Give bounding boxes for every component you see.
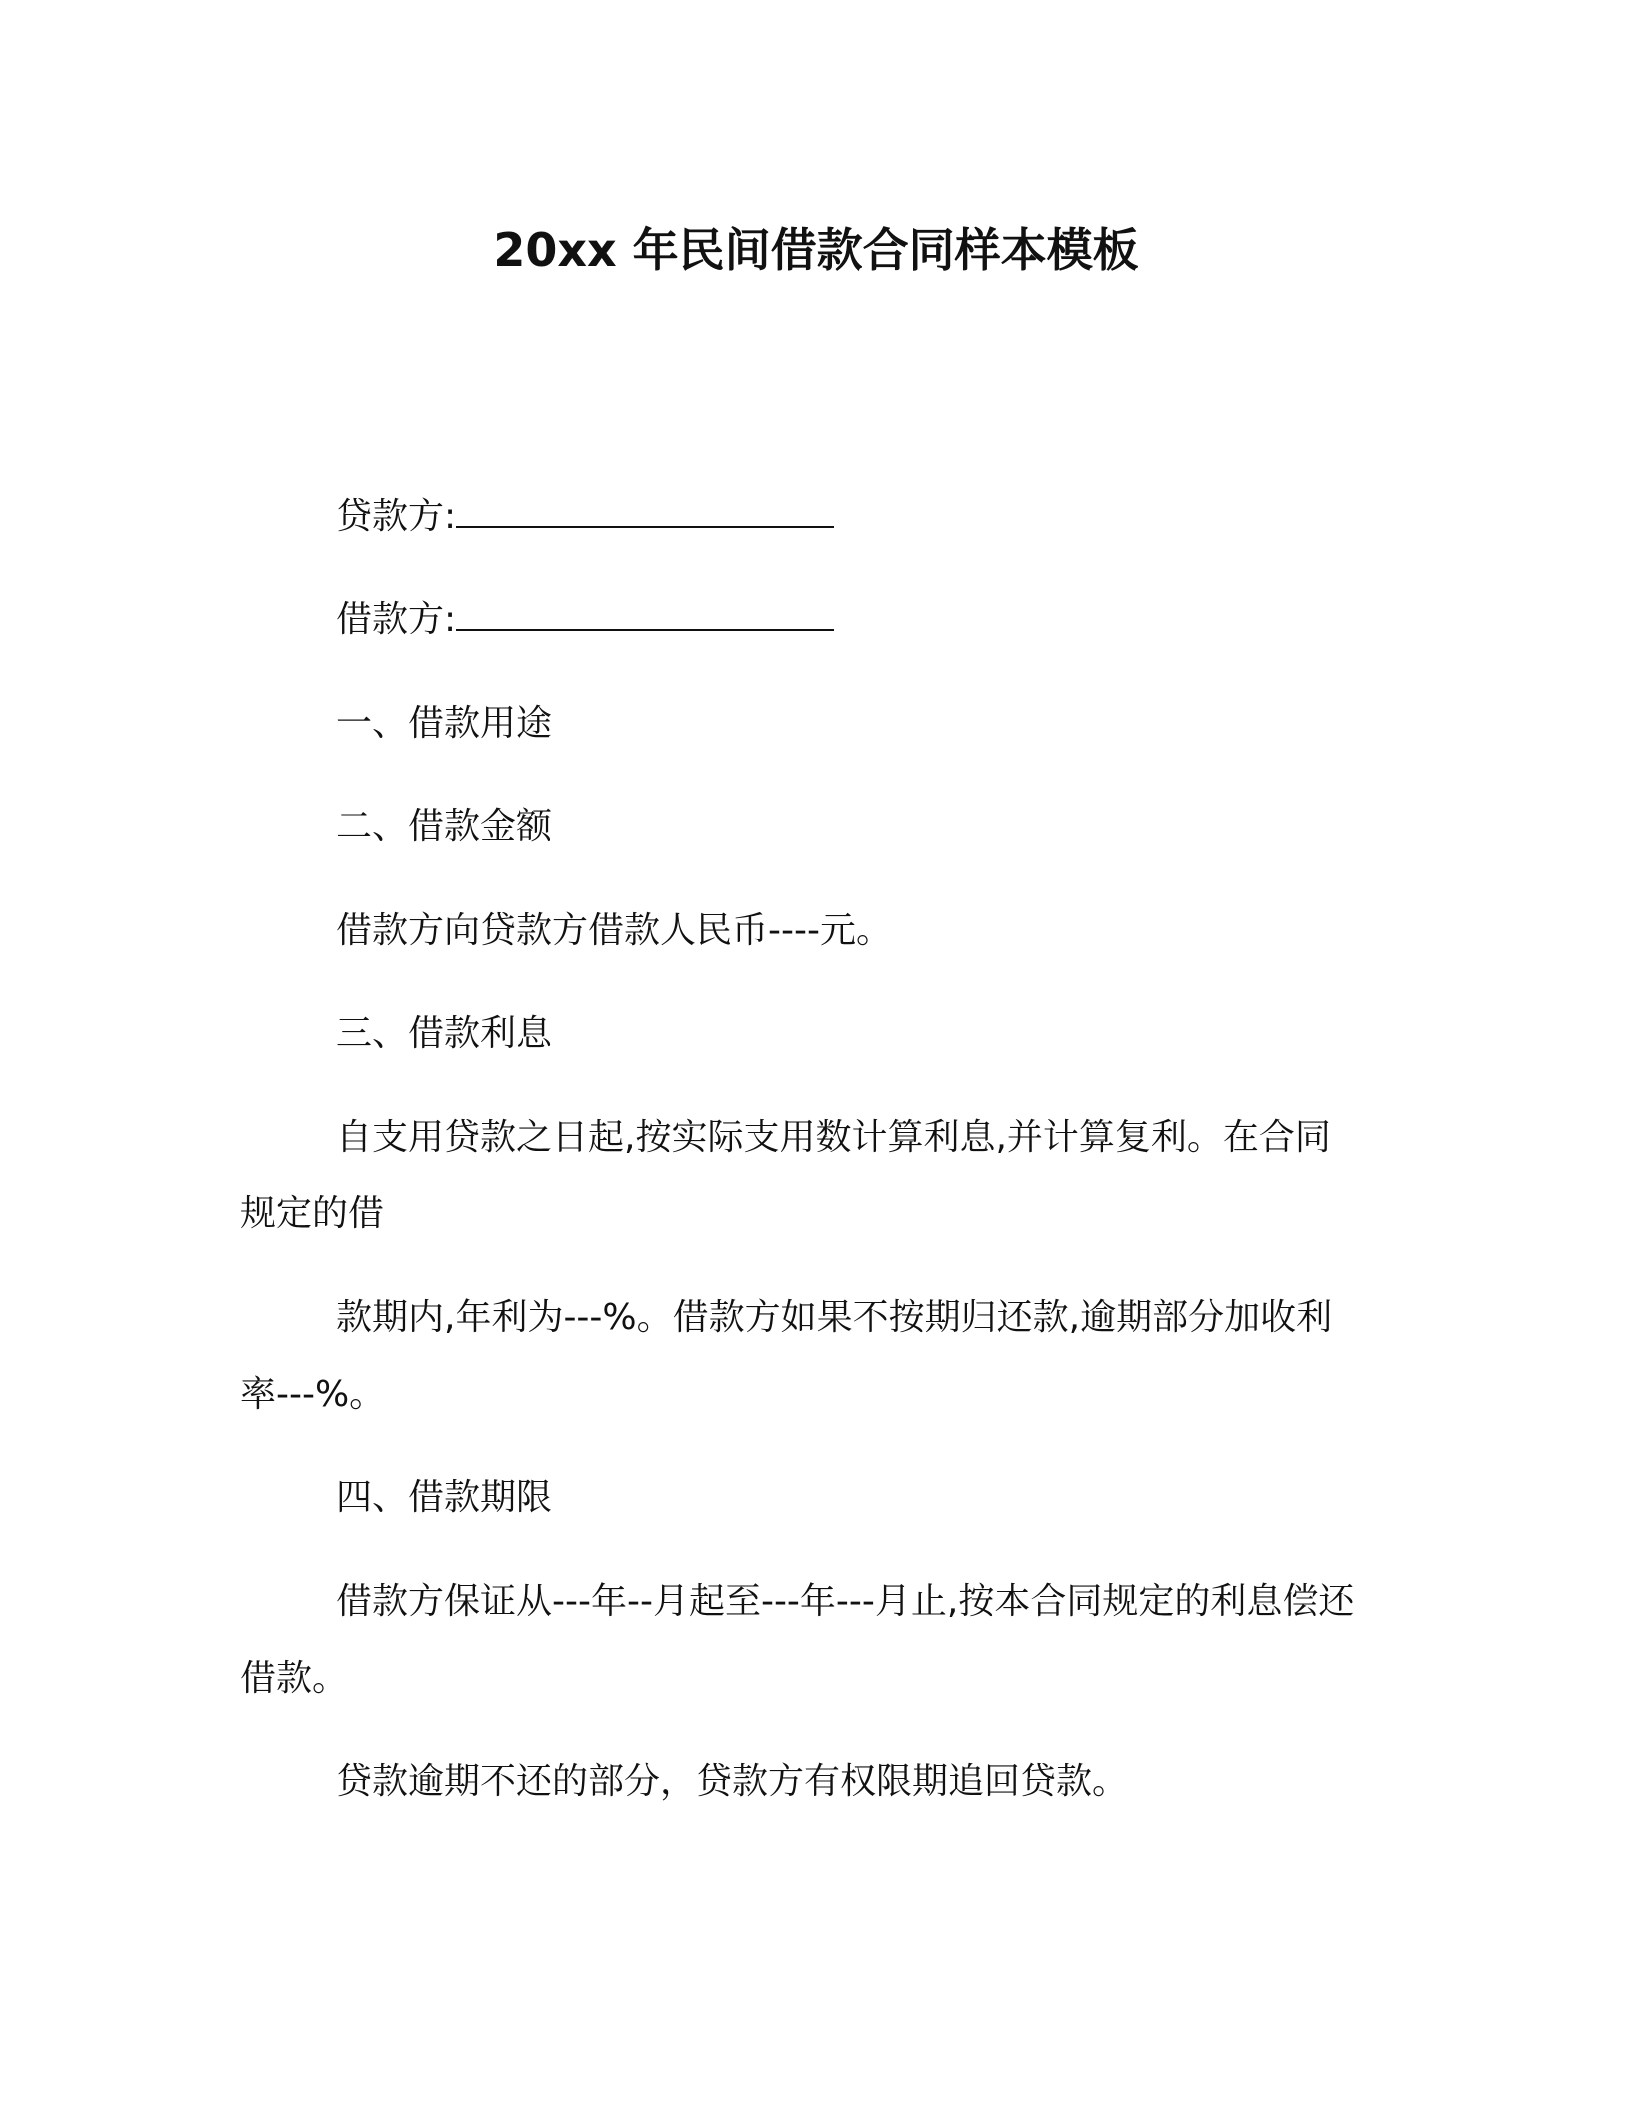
interest-paragraph-1-line-1: 自支用贷款之日起,按实际支用数计算利息,并计算复利。在合同 <box>336 1117 1331 1158</box>
amount-paragraph: 借款方向贷款方借款人民币----元。 <box>336 910 892 951</box>
section-heading-purpose: 一、借款用途 <box>336 703 553 744</box>
lender-label: 贷款方: <box>336 496 457 537</box>
document-title: 20xx 年民间借款合同样本模板 <box>493 223 1139 277</box>
borrower-blank <box>456 599 834 631</box>
term-paragraph-1-line-2: 借款。 <box>240 1658 349 1699</box>
interest-paragraph-2-line-1: 款期内,年利为---%。借款方如果不按期归还款,逾期部分加收利 <box>336 1297 1333 1338</box>
lender-blank <box>456 496 834 528</box>
section-heading-interest: 三、借款利息 <box>336 1013 553 1054</box>
section-heading-term: 四、借款期限 <box>336 1477 553 1518</box>
lender-field <box>336 495 834 539</box>
interest-paragraph-1-line-2: 规定的借 <box>240 1193 385 1234</box>
borrower-field <box>336 598 834 642</box>
interest-paragraph-2-line-2: 率---%。 <box>240 1374 386 1415</box>
section-heading-amount: 二、借款金额 <box>336 806 553 847</box>
term-paragraph-1-line-1: 借款方保证从---年--月起至---年---月止,按本合同规定的利息偿还 <box>336 1581 1355 1622</box>
term-paragraph-2: 贷款逾期不还的部分，贷款方有权限期追回贷款。 <box>336 1761 1129 1802</box>
borrower-label: 借款方: <box>336 599 457 640</box>
